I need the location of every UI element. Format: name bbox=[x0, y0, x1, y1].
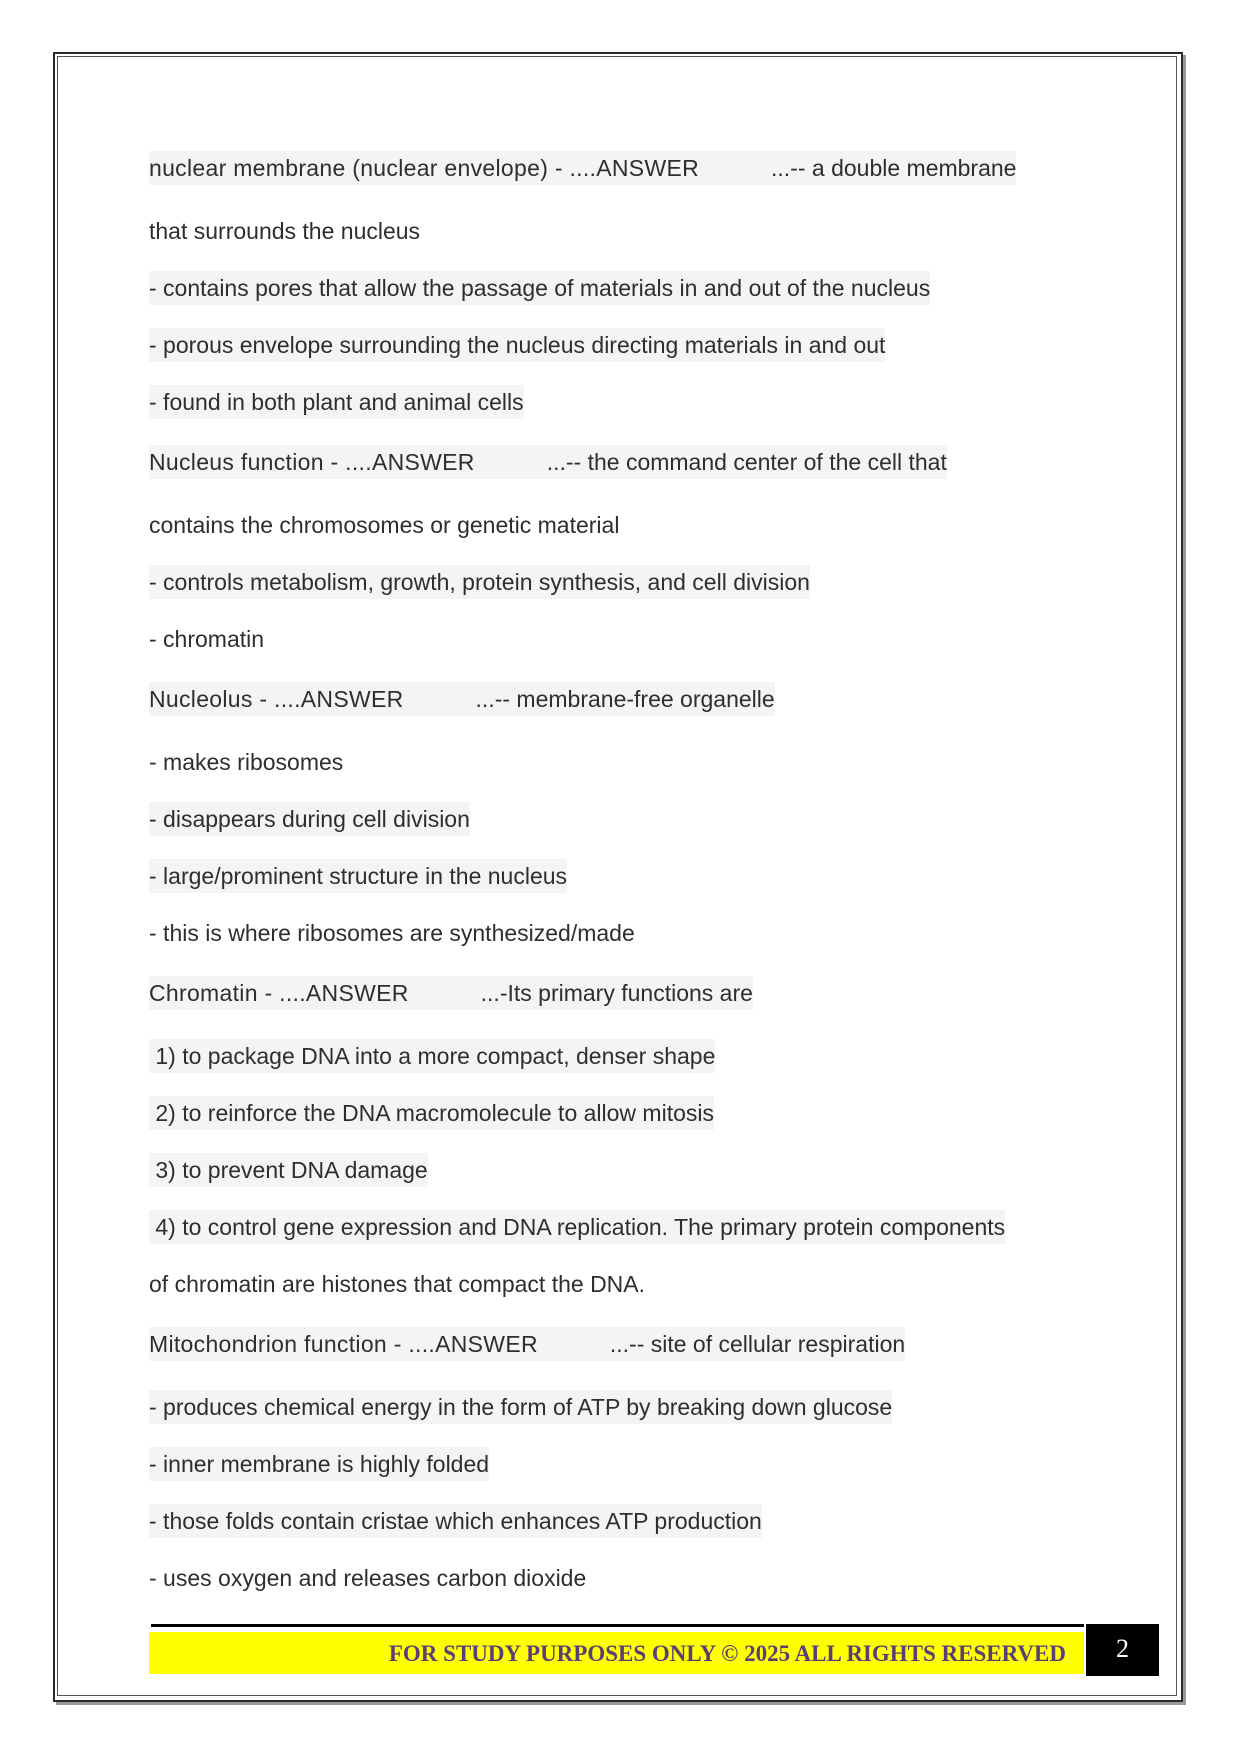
list-item: 2) to reinforce the DNA macromolecule to allow mitosis bbox=[149, 1096, 714, 1130]
page-number: 2 bbox=[1086, 1624, 1159, 1676]
list-item: - those folds contain cristae which enhances ATP production bbox=[149, 1504, 762, 1538]
list-item: - controls metabolism, growth, protein synthesis, and cell division bbox=[149, 565, 810, 599]
answer-text: ...-- a double membrane bbox=[771, 155, 1017, 181]
list-item: 4) to control gene expression and DNA replication. The primary protein components bbox=[149, 1210, 1005, 1244]
list-item: - disappears during cell division bbox=[149, 802, 470, 836]
chromatin-heading bbox=[149, 976, 753, 1010]
list-item: - uses oxygen and releases carbon dioxide bbox=[149, 1565, 587, 1591]
list-item: - makes ribosomes bbox=[149, 749, 344, 775]
list-item: - produces chemical energy in the form of ATP by breaking down glucose bbox=[149, 1390, 892, 1424]
chromatin-continuation: of chromatin are histones that compact the DNA. bbox=[149, 1271, 646, 1297]
list-item: - this is where ribosomes are synthesized/made bbox=[149, 920, 635, 946]
list-item: 1) to package DNA into a more compact, denser shape bbox=[149, 1039, 715, 1073]
term-label: Chromatin - ....ANSWER bbox=[149, 980, 409, 1006]
nuclear-membrane-heading bbox=[149, 151, 1016, 185]
nucleus-heading bbox=[149, 445, 947, 479]
list-item: - inner membrane is highly folded bbox=[149, 1447, 489, 1481]
nuclear-membrane-continuation: that surrounds the nucleus bbox=[149, 218, 421, 244]
answer-text: ...-- site of cellular respiration bbox=[609, 1331, 906, 1357]
nucleus-continuation: contains the chromosomes or genetic material bbox=[149, 512, 620, 538]
list-item: - porous envelope surrounding the nucleus directing materials in and out bbox=[149, 328, 885, 362]
term-label: Nucleolus - ....ANSWER bbox=[149, 686, 404, 712]
term-label: Mitochondrion function - ....ANSWER bbox=[149, 1331, 538, 1357]
term-label: Nucleus function - ....ANSWER bbox=[149, 449, 475, 475]
list-item: 3) to prevent DNA damage bbox=[149, 1153, 428, 1187]
list-item: - chromatin bbox=[149, 626, 265, 652]
footer-divider bbox=[151, 1624, 1084, 1627]
list-item: - found in both plant and animal cells bbox=[149, 385, 524, 419]
list-item: - large/prominent structure in the nucleus bbox=[149, 859, 567, 893]
answer-text: ...-Its primary functions are bbox=[480, 980, 753, 1006]
list-item: - contains pores that allow the passage of materials in and out of the nucleus bbox=[149, 271, 930, 305]
nucleolus-heading bbox=[149, 682, 775, 716]
term-label: nuclear membrane (nuclear envelope) - ....ANSWER bbox=[149, 155, 700, 181]
answer-text: ...-- the command center of the cell that bbox=[546, 449, 947, 475]
footer-notice: FOR STUDY PURPOSES ONLY © 2025 ALL RIGHTS RESERVED bbox=[149, 1632, 1084, 1674]
answer-text: ...-- membrane-free organelle bbox=[475, 686, 775, 712]
mitochondrion-heading bbox=[149, 1327, 905, 1361]
